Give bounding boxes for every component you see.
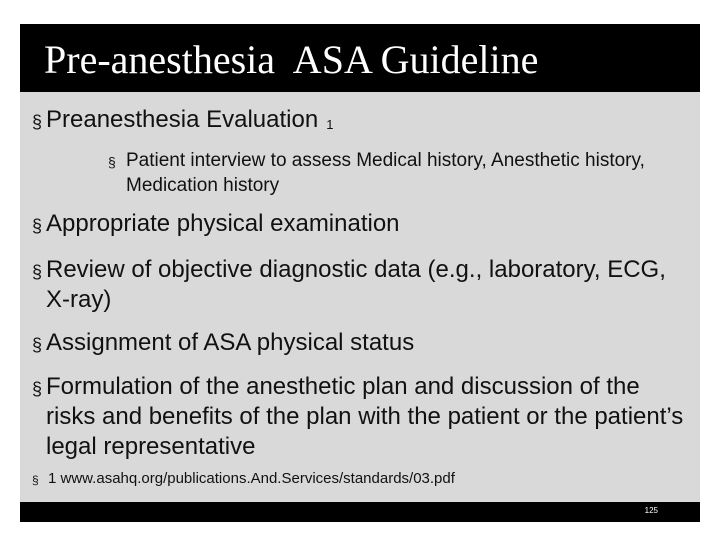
slide-title: Pre-anesthesia ASA Guideline (44, 37, 539, 82)
bullet-patient-interview (108, 148, 688, 198)
footnote-text: 1 www.asahq.org/publications.And.Services/standards/03.pdf (48, 470, 455, 487)
bullet-square-icon: § (108, 154, 116, 170)
bullet-text: Patient interview to assess Medical history, Anesthetic history, Medication history (126, 150, 645, 196)
footer-bar (20, 502, 700, 522)
bullet-text: Appropriate physical examination (46, 210, 400, 237)
bullet-asa-physical-status (32, 328, 692, 358)
content-area (20, 92, 700, 502)
page-number: 125 (644, 506, 658, 515)
footnote-marker: 1 (326, 117, 334, 132)
bullet-physical-examination (32, 209, 692, 239)
bullet-square-icon: § (32, 112, 43, 132)
bullet-text: Formulation of the anesthetic plan and discussion of the risks and benefits of the plan with the patient or the patient’s legal representative (46, 373, 684, 460)
bullet-square-icon: § (32, 335, 43, 355)
title-bar (20, 24, 700, 92)
bullet-preanesthesia-evaluation (32, 105, 692, 138)
footnote-reference (32, 469, 692, 489)
bullet-square-icon: § (32, 216, 43, 236)
bullet-text: Preanesthesia Evaluation (46, 106, 319, 133)
bullet-square-icon: § (32, 379, 43, 399)
bullet-text: Assignment of ASA physical status (46, 329, 415, 356)
bullet-anesthetic-plan (32, 372, 692, 462)
bullet-square-icon: § (32, 262, 43, 282)
bullet-text: Review of objective diagnostic data (e.g., laboratory, ECG, X-ray) (46, 256, 666, 313)
bullet-diagnostic-data (32, 255, 692, 315)
bullet-square-icon: § (32, 473, 39, 487)
